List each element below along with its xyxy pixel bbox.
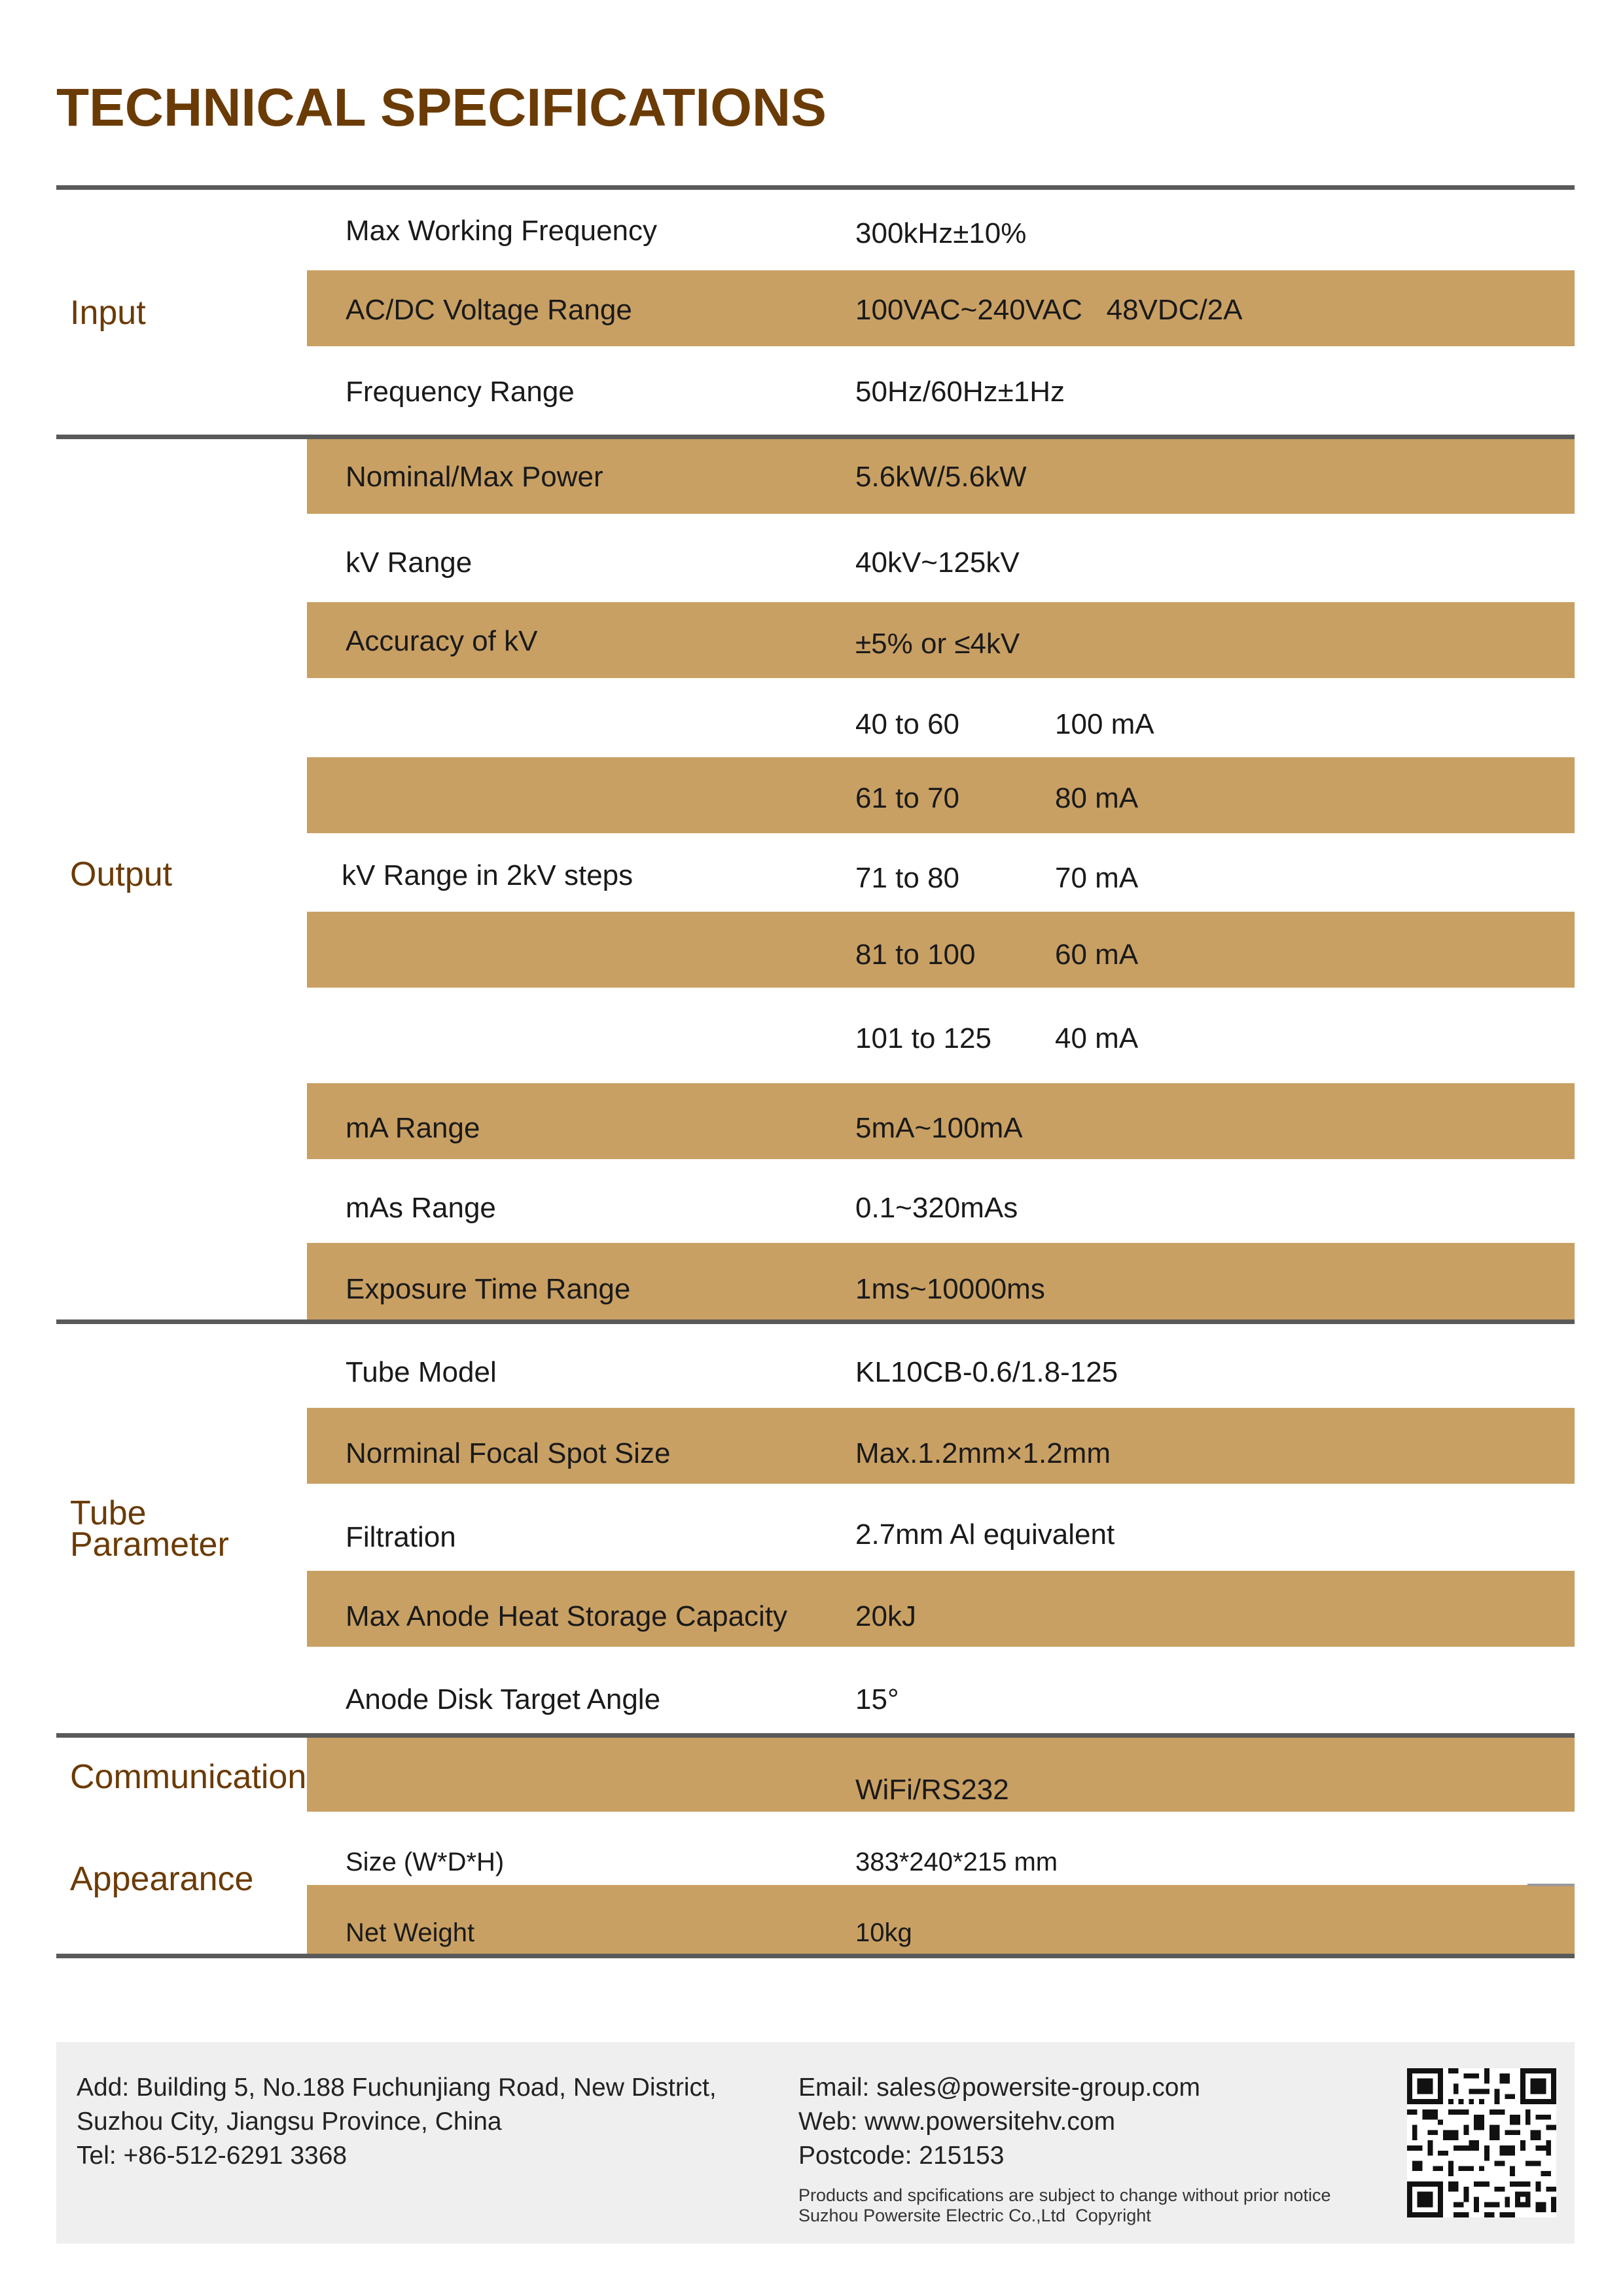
kv-step-range: 81 to 100 xyxy=(855,939,976,971)
focal-value: Max.1.2mm×1.2mm xyxy=(855,1437,1111,1469)
weight-value: 10kg xyxy=(855,1918,912,1947)
kv-step-current: 80 mA xyxy=(1055,782,1139,814)
footer-tel: Tel: +86-512-6291 3368 xyxy=(77,2142,348,2170)
section-output: Output xyxy=(70,855,173,893)
exposure-label: Exposure Time Range xyxy=(346,1273,631,1305)
communication-value: WiFi/RS232 xyxy=(855,1774,1009,1806)
freq-range-label: Frequency Range xyxy=(346,376,575,408)
angle-label: Anode Disk Target Angle xyxy=(346,1683,661,1715)
kv-steps-label: kV Range in 2kV steps xyxy=(342,859,633,891)
footer-address-line: Suzhou City, Jiangsu Province, China xyxy=(77,2108,502,2136)
max-freq-label: Max Working Frequency xyxy=(346,215,658,247)
section-input: Input xyxy=(70,294,146,332)
section-tube-line1: Tube xyxy=(70,1494,147,1532)
exposure-value: 1ms~10000ms xyxy=(855,1273,1045,1305)
tube-model-value: KL10CB-0.6/1.8-125 xyxy=(855,1356,1118,1388)
kv-step-range: 101 to 125 xyxy=(855,1022,991,1054)
kv-step-range: 61 to 70 xyxy=(855,782,960,814)
footer-postcode: Postcode: 215153 xyxy=(798,2142,1005,2170)
tube-model-label: Tube Model xyxy=(346,1356,497,1388)
kv-accuracy-value: ±5% or ≤4kV xyxy=(855,628,1020,660)
section-appearance: Appearance xyxy=(70,1860,254,1898)
power-label: Nominal/Max Power xyxy=(346,461,603,493)
size-value: 383*240*215 mm xyxy=(855,1848,1058,1876)
voltage-value: 100VAC~240VAC 48VDC/2A xyxy=(855,294,1243,326)
power-value: 5.6kW/5.6kW xyxy=(855,461,1027,493)
filtration-label: Filtration xyxy=(346,1521,456,1553)
footer-address-line: Add: Building 5, No.188 Fuchunjiang Road, New District, xyxy=(77,2073,717,2102)
kv-step-current: 100 mA xyxy=(1055,708,1154,740)
rule-tube-comm xyxy=(56,1733,1575,1738)
rule-top xyxy=(56,185,1575,190)
band-weight-edge xyxy=(1527,1884,1575,1886)
angle-value: 15° xyxy=(855,1683,899,1715)
kv-accuracy-label: Accuracy of kV xyxy=(346,625,538,657)
kv-range-label: kV Range xyxy=(346,547,473,579)
kv-step-current: 40 mA xyxy=(1055,1022,1139,1054)
mas-range-value: 0.1~320mAs xyxy=(855,1192,1018,1224)
kv-range-value: 40kV~125kV xyxy=(855,547,1020,579)
weight-label: Net Weight xyxy=(346,1918,475,1947)
page-title: TECHNICAL SPECIFICATIONS xyxy=(56,78,827,137)
size-label: Size (W*D*H) xyxy=(346,1848,505,1876)
mas-range-label: mAs Range xyxy=(346,1192,496,1224)
heat-value: 20kJ xyxy=(855,1600,916,1632)
band-weight xyxy=(307,1885,1575,1954)
ma-range-value: 5mA~100mA xyxy=(855,1112,1023,1144)
qr-code-icon xyxy=(1407,2068,1556,2217)
rule-input-output xyxy=(56,435,1575,439)
footer-copyright: Suzhou Powersite Electric Co.,Ltd Copyright xyxy=(798,2206,1151,2225)
heat-label: Max Anode Heat Storage Capacity xyxy=(346,1600,788,1632)
footer-notice: Products and spcifications are subject to change without prior notice xyxy=(798,2185,1331,2205)
max-freq-value: 300kHz±10% xyxy=(855,217,1027,249)
section-tube-line2: Parameter xyxy=(70,1526,229,1564)
filtration-value: 2.7mm Al equivalent xyxy=(855,1518,1115,1551)
ma-range-label: mA Range xyxy=(346,1112,480,1144)
kv-step-current: 70 mA xyxy=(1055,862,1139,894)
kv-step-range: 71 to 80 xyxy=(855,862,960,894)
section-communication: Communication xyxy=(70,1758,307,1796)
voltage-label: AC/DC Voltage Range xyxy=(346,294,632,326)
freq-range-value: 50Hz/60Hz±1Hz xyxy=(855,376,1065,408)
rule-bottom xyxy=(56,1954,1575,1958)
footer-web: Web: www.powersitehv.com xyxy=(798,2108,1116,2136)
focal-label: Norminal Focal Spot Size xyxy=(346,1437,671,1469)
kv-step-range: 40 to 60 xyxy=(855,708,960,740)
footer-email: Email: sales@powersite-group.com xyxy=(798,2073,1200,2102)
rule-output-tube xyxy=(56,1319,1575,1324)
kv-step-current: 60 mA xyxy=(1055,939,1139,971)
